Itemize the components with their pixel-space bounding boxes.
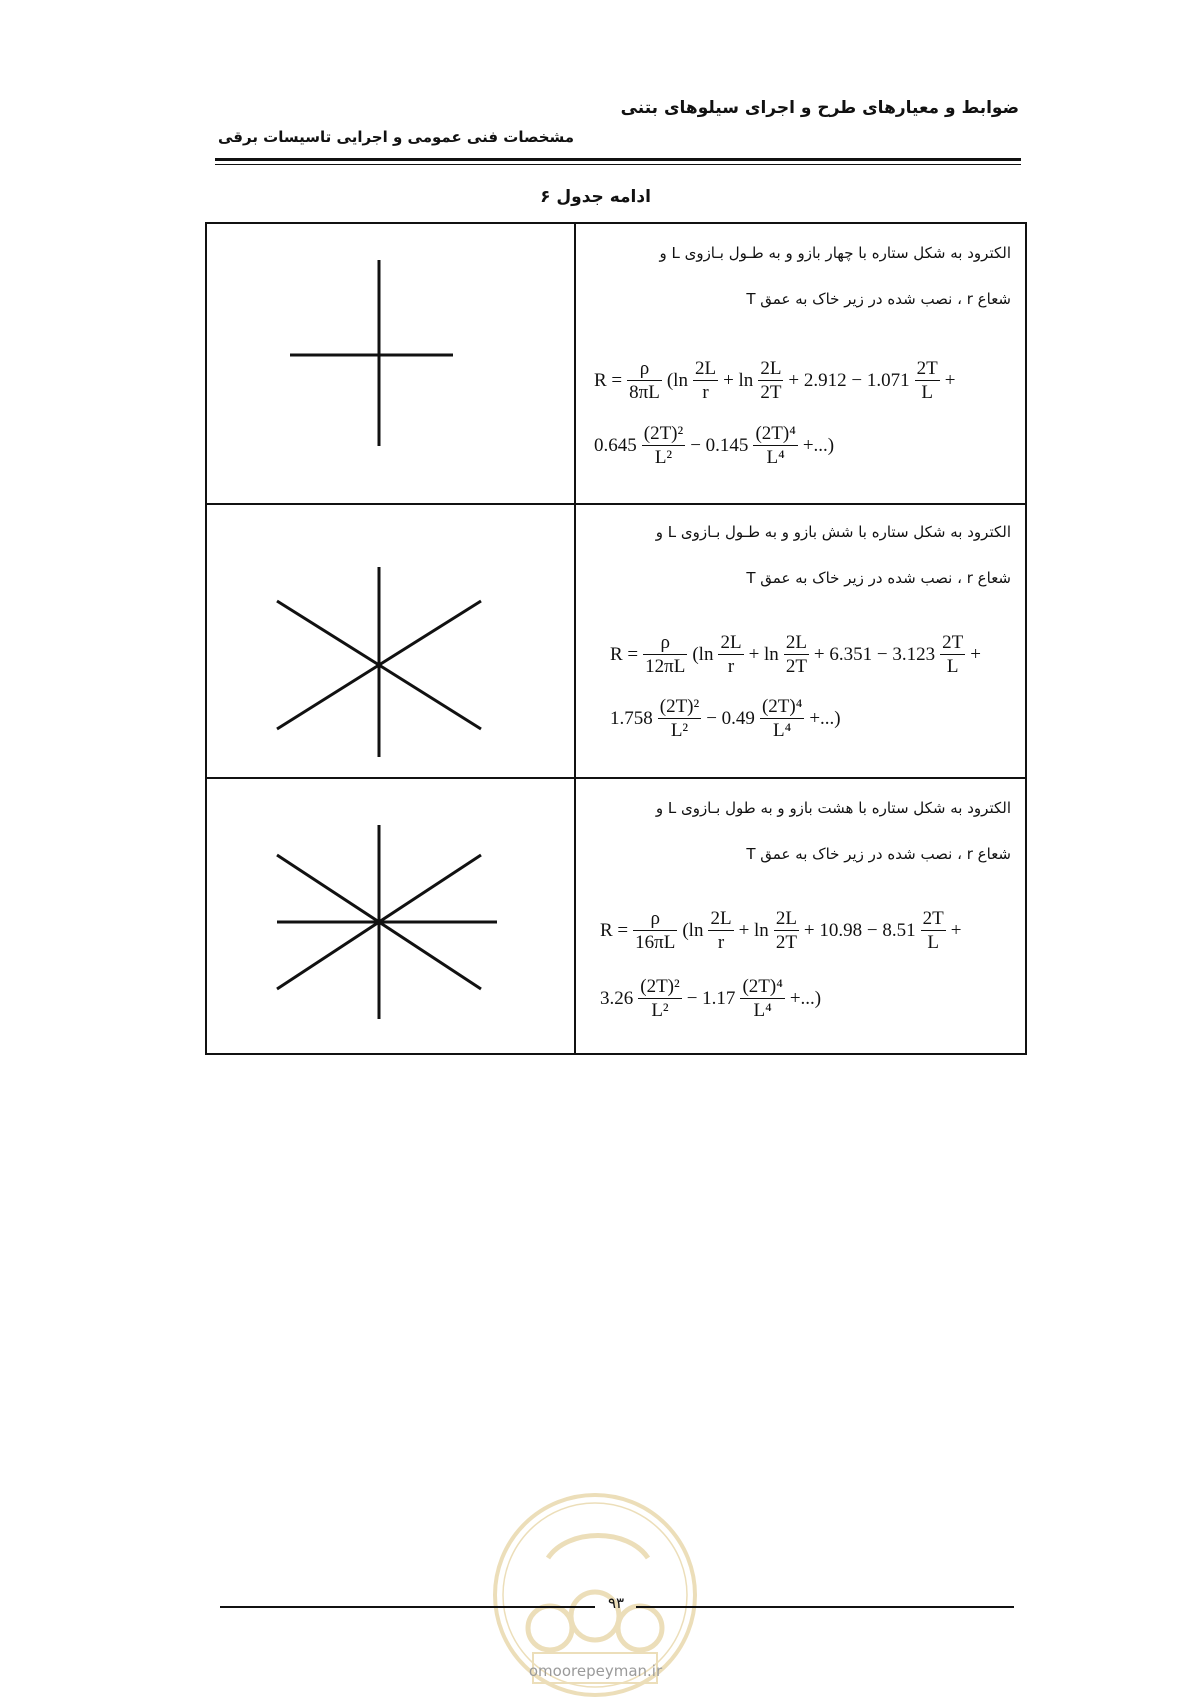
header-rule [215, 158, 1021, 161]
page-number: ۹۳ [607, 1594, 625, 1612]
watermark-url: omoorepeyman.ir [528, 1662, 663, 1680]
formula-line-2: 1.758 $\frac{\text{(2T)²}}{\text{L²}}$ − 0.49 $\frac{\text{(2T)⁴}}{\text{L⁴}}$ +...) [610, 696, 841, 741]
table-title: ادامه جدول ۶ [540, 187, 651, 207]
description-line-2: شعاع r ، نصب شده در زیر خاک به عمق T [746, 569, 1011, 587]
book-title: ضوابط و معیارهای طرح و اجرای سیلوهای بتنی [620, 98, 1019, 118]
six-arm-star-figure [207, 505, 574, 779]
table-row [207, 503, 1025, 779]
formula-line-1: R = $\frac{\rho}{16\pi L}$ (ln $\frac{2L}{r}$ + ln $\frac{2L}{2T}$ + 10.98 − 8.51 $\frac{2T}{L}$ + [600, 908, 962, 953]
description-line-2: شعاع r ، نصب شده در زیر خاک به عمق T [746, 290, 1011, 308]
table-row [207, 224, 1025, 503]
row-description [577, 224, 1023, 503]
footer-rule-left [220, 1606, 595, 1608]
formula-line-2: 0.645 $\frac{\text{(2T)²}}{\text{L²}}$ − 0.145 $\frac{\text{(2T)⁴}}{\text{L⁴}}$ +...) [594, 423, 835, 468]
eight-arm-star-icon [207, 779, 574, 1055]
six-arm-star-icon [207, 505, 574, 779]
formula-line-1: R = $\frac{\rho}{12\pi L}$ (ln $\frac{2L}{r}$ + ln $\frac{2L}{2T}$ + 6.351 − 3.123 $\frac{2T}{L}$ + [610, 632, 981, 677]
description-line-1: الکترود به شکل ستاره با چهار بازو و به طـول بـازوی L و [659, 244, 1011, 262]
header-rule-thin [215, 164, 1021, 165]
footer-rule-right [636, 1606, 1014, 1608]
description-line-1: الکترود به شکل ستاره با شش بازو و به طـول بـازوی L و [655, 523, 1011, 541]
formula-line-2: 3.26 $\frac{\text{(2T)²}}{\text{L²}}$ − 1.17 $\frac{\text{(2T)⁴}}{\text{L⁴}}$ +...) [600, 976, 822, 1021]
description-line-1: الکترود به شکل ستاره با هشت بازو و به طول بـازوی L و [655, 799, 1011, 817]
section-title: مشخصات فنی عمومی و اجرایی تاسیسات برقی [218, 128, 575, 146]
row-description [577, 779, 1023, 1055]
row-description [577, 505, 1023, 779]
eight-arm-star-figure [207, 779, 574, 1055]
formula-line-1: R = $\frac{\rho}{8\pi L}$ (ln $\frac{2L}{r}$ + ln $\frac{2L}{2T}$ + 2.912 − 1.071 $\frac{2T}{L}$ + [594, 358, 956, 403]
four-arm-star-icon [207, 224, 574, 503]
four-arm-star-figure [207, 224, 574, 503]
electrode-table [205, 222, 1027, 1055]
description-line-2: شعاع r ، نصب شده در زیر خاک به عمق T [746, 845, 1011, 863]
table-row [207, 777, 1025, 1055]
